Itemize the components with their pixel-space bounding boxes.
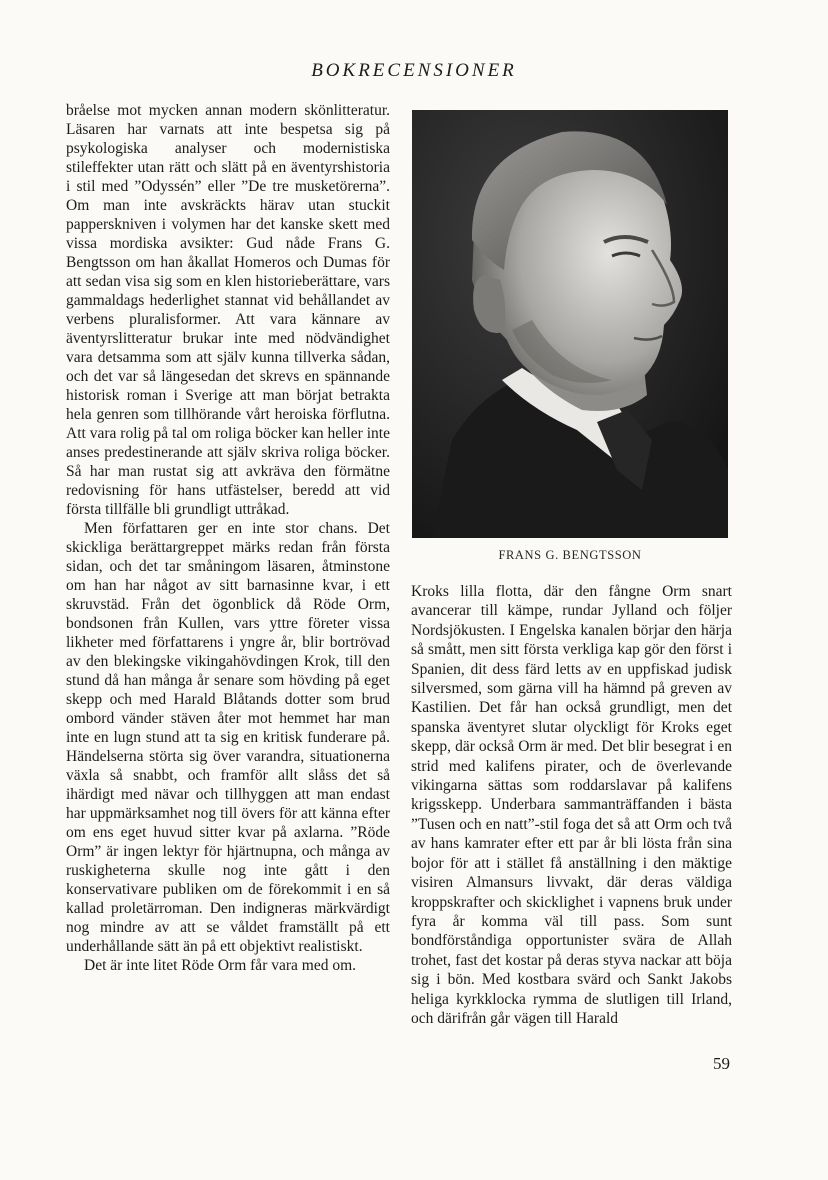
paragraph: bråelse mot mycken annan modern skönlitteratur. Läsaren har varnats att inte bespetsa sig på psykologiska analyser och modernistiska stileffekter utan rätt och slätt på en äventyrshistoria i stil med ”Odyssén” eller ”De tre musketörerna”. Om man inte avskräckts härav utan stuckit papperskniven i volymen har det kanske skett med vissa mordiska avsikter: Gud nåde Frans G. Bengtsson om han åkallat Homeros och Dumas för att sedan visa sig som en klen historieberättare, vars gammaldags hederlighet stannat vid behållandet av verbens pluralisformer. Att vara kännare av äventyrslitteratur brukar inte med nödvändighet vara detsamma som att själv kunna tillverka sådan, och det var så längesedan det skrevs en spännande historisk roman i Sverige att man börjat betrakta hela genren som tillhörande vårt heroiska förflutna. Att vara rolig på tal om roliga böcker kan heller inte anses predestinerande att själv skriva roliga böcker. Så har man rustat sig att avkräva den förmätne redovisning för hans utfästelser, beredd att vid första tillfälle bli grundligt uttråkad.: [66, 102, 390, 518]
portrait-caption: FRANS G. BENGTSSON: [498, 548, 642, 562]
page-number: 59: [713, 1054, 730, 1073]
portrait-image: [412, 110, 728, 538]
running-title: BOKRECENSIONER: [311, 60, 517, 81]
paragraph: Kroks lilla flotta, där den fångne Orm snart avancerar till kämpe, rundar Jylland och följer Nordsjökusten. I Engelska kanalen börjar den härja så smått, men sitt första verkliga kap gör den först i Spanien, dit dess färd letts av en uppfiskad judisk silversmed, som gärna vill ha hämnd på greven av Kastilien. Det får han också grundligt, men det spanska äventyret slutar olyckligt för Kroks eget skepp, där också Orm är med. Det blir besegrat i en strid med kalifens pirater, och de överlevande vikingarna sättas som roddarslavar på kalifens krigsskepp. Underbara sammanträffanden i bästa ”Tusen och en natt”-stil foga det så att Orm och två av hans kamrater efter ett par år bli lösta från sina bojor för att i stället få anställning i den mäktige visiren Almansurs livvakt, där deras väldiga kroppskrafter och skicklighet i vapnens bruk under fyra år komma väl till pass. Som sunt bondförståndiga opportunister svära de Allah trohet, fast det kostar på deras styva nackar att böja sig i bön. Med kostbara svärd och Sankt Jakobs heliga kyrkklocka rymma de slutligen till Irland, och därifrån går vägen till Harald: [411, 583, 732, 1027]
left-text-column: [66, 101, 390, 975]
right-text-column: [411, 582, 732, 1028]
paragraph: Men författaren ger en inte stor chans. Det skickliga berättargreppet märks redan från första sidan, och det tar småningom läsaren, åtminstone om han har något av sitt barnasinne kvar, i ett skruvstäd. Från det ögonblick då Röde Orm, bondsonen från Kullen, vars yttre företer vissa likheter med författarens i yngre år, blir bortrövad av den blekingske vikingahövdingen Krok, till den stund då han många år senare som hövding på eget skepp och med Harald Blåtands dotter som brud ombord vänder stäven åter mot hemmet har man inte en lugn stund att ta sig en kritisk funderare på. Händelserna störta sig över varandra, situationerna växla så snabbt, och framför allt slåss det så ihärdigt med nävar och tillhyggen att man endast har uppmärksamhet nog till övers för att känna efter om ens eget huvud sitter kvar på axlarna. ”Röde Orm” är ingen lektyr för hjärtnupna, och många av ruskigheterna skulle nog inte gått i den konservativare publiken om de förekommit i en så kallad proletärroman. Den indigneras märkvärdigt nog mindre av att se våldet framställt på ett underhållande sätt än på ett objektivt realistiskt.: [66, 520, 390, 955]
paragraph: Det är inte litet Röde Orm får vara med om.: [84, 957, 357, 974]
author-portrait: [412, 110, 728, 538]
